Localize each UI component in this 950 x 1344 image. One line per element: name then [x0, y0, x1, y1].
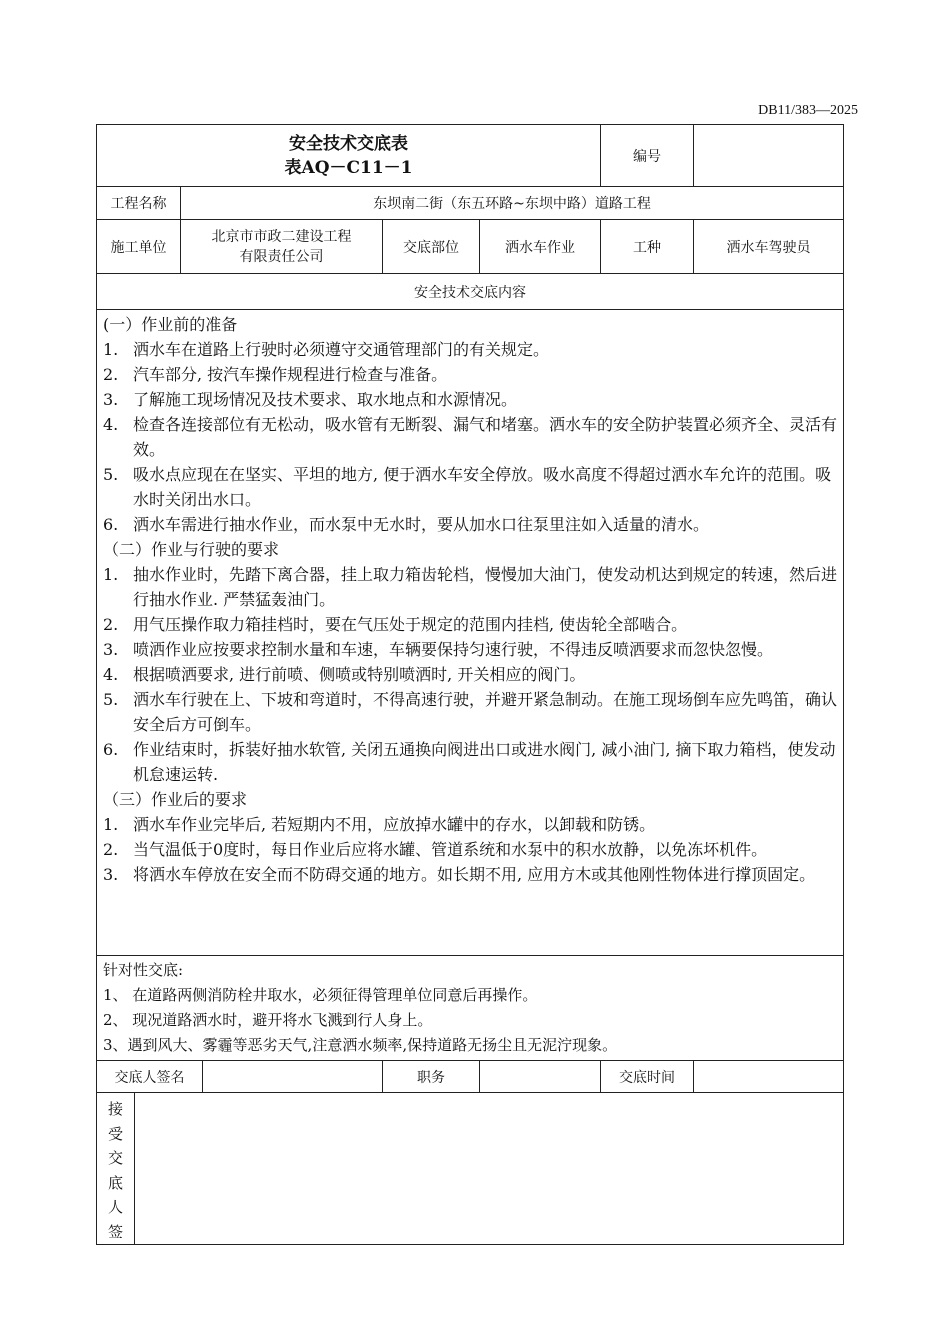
section-heading: （三）作业后的要求 — [103, 790, 248, 809]
form-title-cell — [97, 125, 601, 187]
briefing-content — [97, 310, 844, 956]
form-code: 表AQ－C11－1 — [284, 157, 413, 178]
briefing-time-label: 交底时间 — [601, 1061, 694, 1093]
trade-value: 洒水车驾驶员 — [694, 220, 844, 274]
targeted-item: 3、遇到风大、雾霾等恶劣天气,注意洒水频率,保持道路无扬尘且无泥泞现象。 — [103, 1036, 618, 1054]
position-field — [480, 1061, 601, 1093]
targeted-item: 2、 现况道路洒水时，避开将水飞溅到行人身上。 — [103, 1011, 433, 1029]
construction-unit-value — [181, 220, 383, 274]
list-item: 6. 作业结束时，拆装好抽水软管, 关闭五通换向阀进出口或进水阀门, 减小油门, 摘下取力箱档，使发动机怠速运转. — [103, 740, 836, 784]
receiver-signature-label: 接 受 交 底 人 签 — [97, 1093, 135, 1245]
list-item: 4. 根据喷洒要求, 进行前喷、侧喷或特别喷洒时, 开关相应的阀门。 — [103, 665, 586, 684]
section-heading: (一）作业前的准备 — [103, 315, 238, 334]
section-heading: （二）作业与行驶的要求 — [103, 540, 280, 559]
list-item: 6. 洒水车需进行抽水作业，而水泵中无水时，要从加水口往泵里注如入适量的清水。 — [103, 515, 710, 534]
project-name-value: 东坝南二街（东五环路~东坝中路）道路工程 — [181, 187, 844, 220]
briefing-time-field — [694, 1061, 844, 1093]
project-name-label: 工程名称 — [97, 187, 181, 220]
list-item: 3. 喷洒作业应按要求控制水量和车速，车辆要保持匀速行驶，不得违反喷洒要求而忽快忽慢。 — [103, 640, 774, 659]
position-label: 职务 — [383, 1061, 480, 1093]
list-item: 5. 吸水点应现在在坚实、平坦的地方, 便于洒水车安全停放。吸水高度不得超过洒水车允许的范围。吸水时关闭出水口。 — [103, 465, 832, 509]
giver-signature-field — [203, 1061, 383, 1093]
number-field — [694, 125, 844, 187]
list-item: 1. 洒水车在道路上行驶时必须遵守交通管理部门的有关规定。 — [103, 340, 550, 359]
trade-label: 工种 — [601, 220, 694, 274]
list-item: 2. 当气温低于0度时，每日作业后应将水罐、管道系统和水泵中的积水放静，以免冻坏机件。 — [103, 840, 768, 859]
giver-signature-label: 交底人签名 — [97, 1061, 203, 1093]
targeted-briefing-label: 针对性交底: — [103, 961, 184, 979]
list-item: 1. 洒水车作业完毕后, 若短期内不用，应放掉水罐中的存水，以卸载和防锈。 — [103, 815, 656, 834]
list-item: 2. 用气压操作取力箱挂档时，要在气压处于规定的范围内挂档, 使齿轮全部啮合。 — [103, 615, 688, 634]
briefing-part-label: 交底部位 — [383, 220, 480, 274]
receiver-signature-area — [135, 1093, 844, 1245]
construction-unit-line2: 有限责任公司 — [239, 248, 324, 265]
targeted-item: 1、 在道路两侧消防栓井取水，必须征得管理单位同意后再操作。 — [103, 986, 538, 1004]
list-item: 2. 汽车部分, 按汽车操作规程进行检查与准备。 — [103, 365, 448, 384]
list-item: 3. 了解施工现场情况及技术要求、取水地点和水源情况。 — [103, 390, 518, 409]
content-header: 安全技术交底内容 — [97, 274, 844, 310]
construction-unit-line1: 北京市市政二建设工程 — [211, 228, 352, 245]
list-item: 4. 检查各连接部位有无松动，吸水管有无断裂、漏气和堵塞。洒水车的安全防护装置必须齐全、灵活有效。 — [103, 415, 838, 459]
list-item: 5. 洒水车行驶在上、下坡和弯道时，不得高速行驶，并避开紧急制动。在施工现场倒车应先鸣笛，确认安全后方可倒车。 — [103, 690, 838, 734]
briefing-part-value: 洒水车作业 — [480, 220, 601, 274]
construction-unit-label: 施工单位 — [97, 220, 181, 274]
targeted-briefing — [97, 956, 844, 1061]
list-item: 1. 抽水作业时，先踏下离合器，挂上取力箱齿轮档，慢慢加大油门，使发动机达到规定的转速，然后进行抽水作业. 严禁猛轰油门。 — [103, 565, 838, 609]
safety-briefing-form — [96, 124, 844, 1245]
list-item: 3. 将洒水车停放在安全而不防碍交通的地方。如长期不用, 应用方木或其他刚性物体进行撑顶固定。 — [103, 865, 816, 884]
document-code: DB11/383—2025 — [758, 103, 858, 118]
form-title: 安全技术交底表 — [289, 133, 408, 154]
number-label: 编号 — [601, 125, 694, 187]
